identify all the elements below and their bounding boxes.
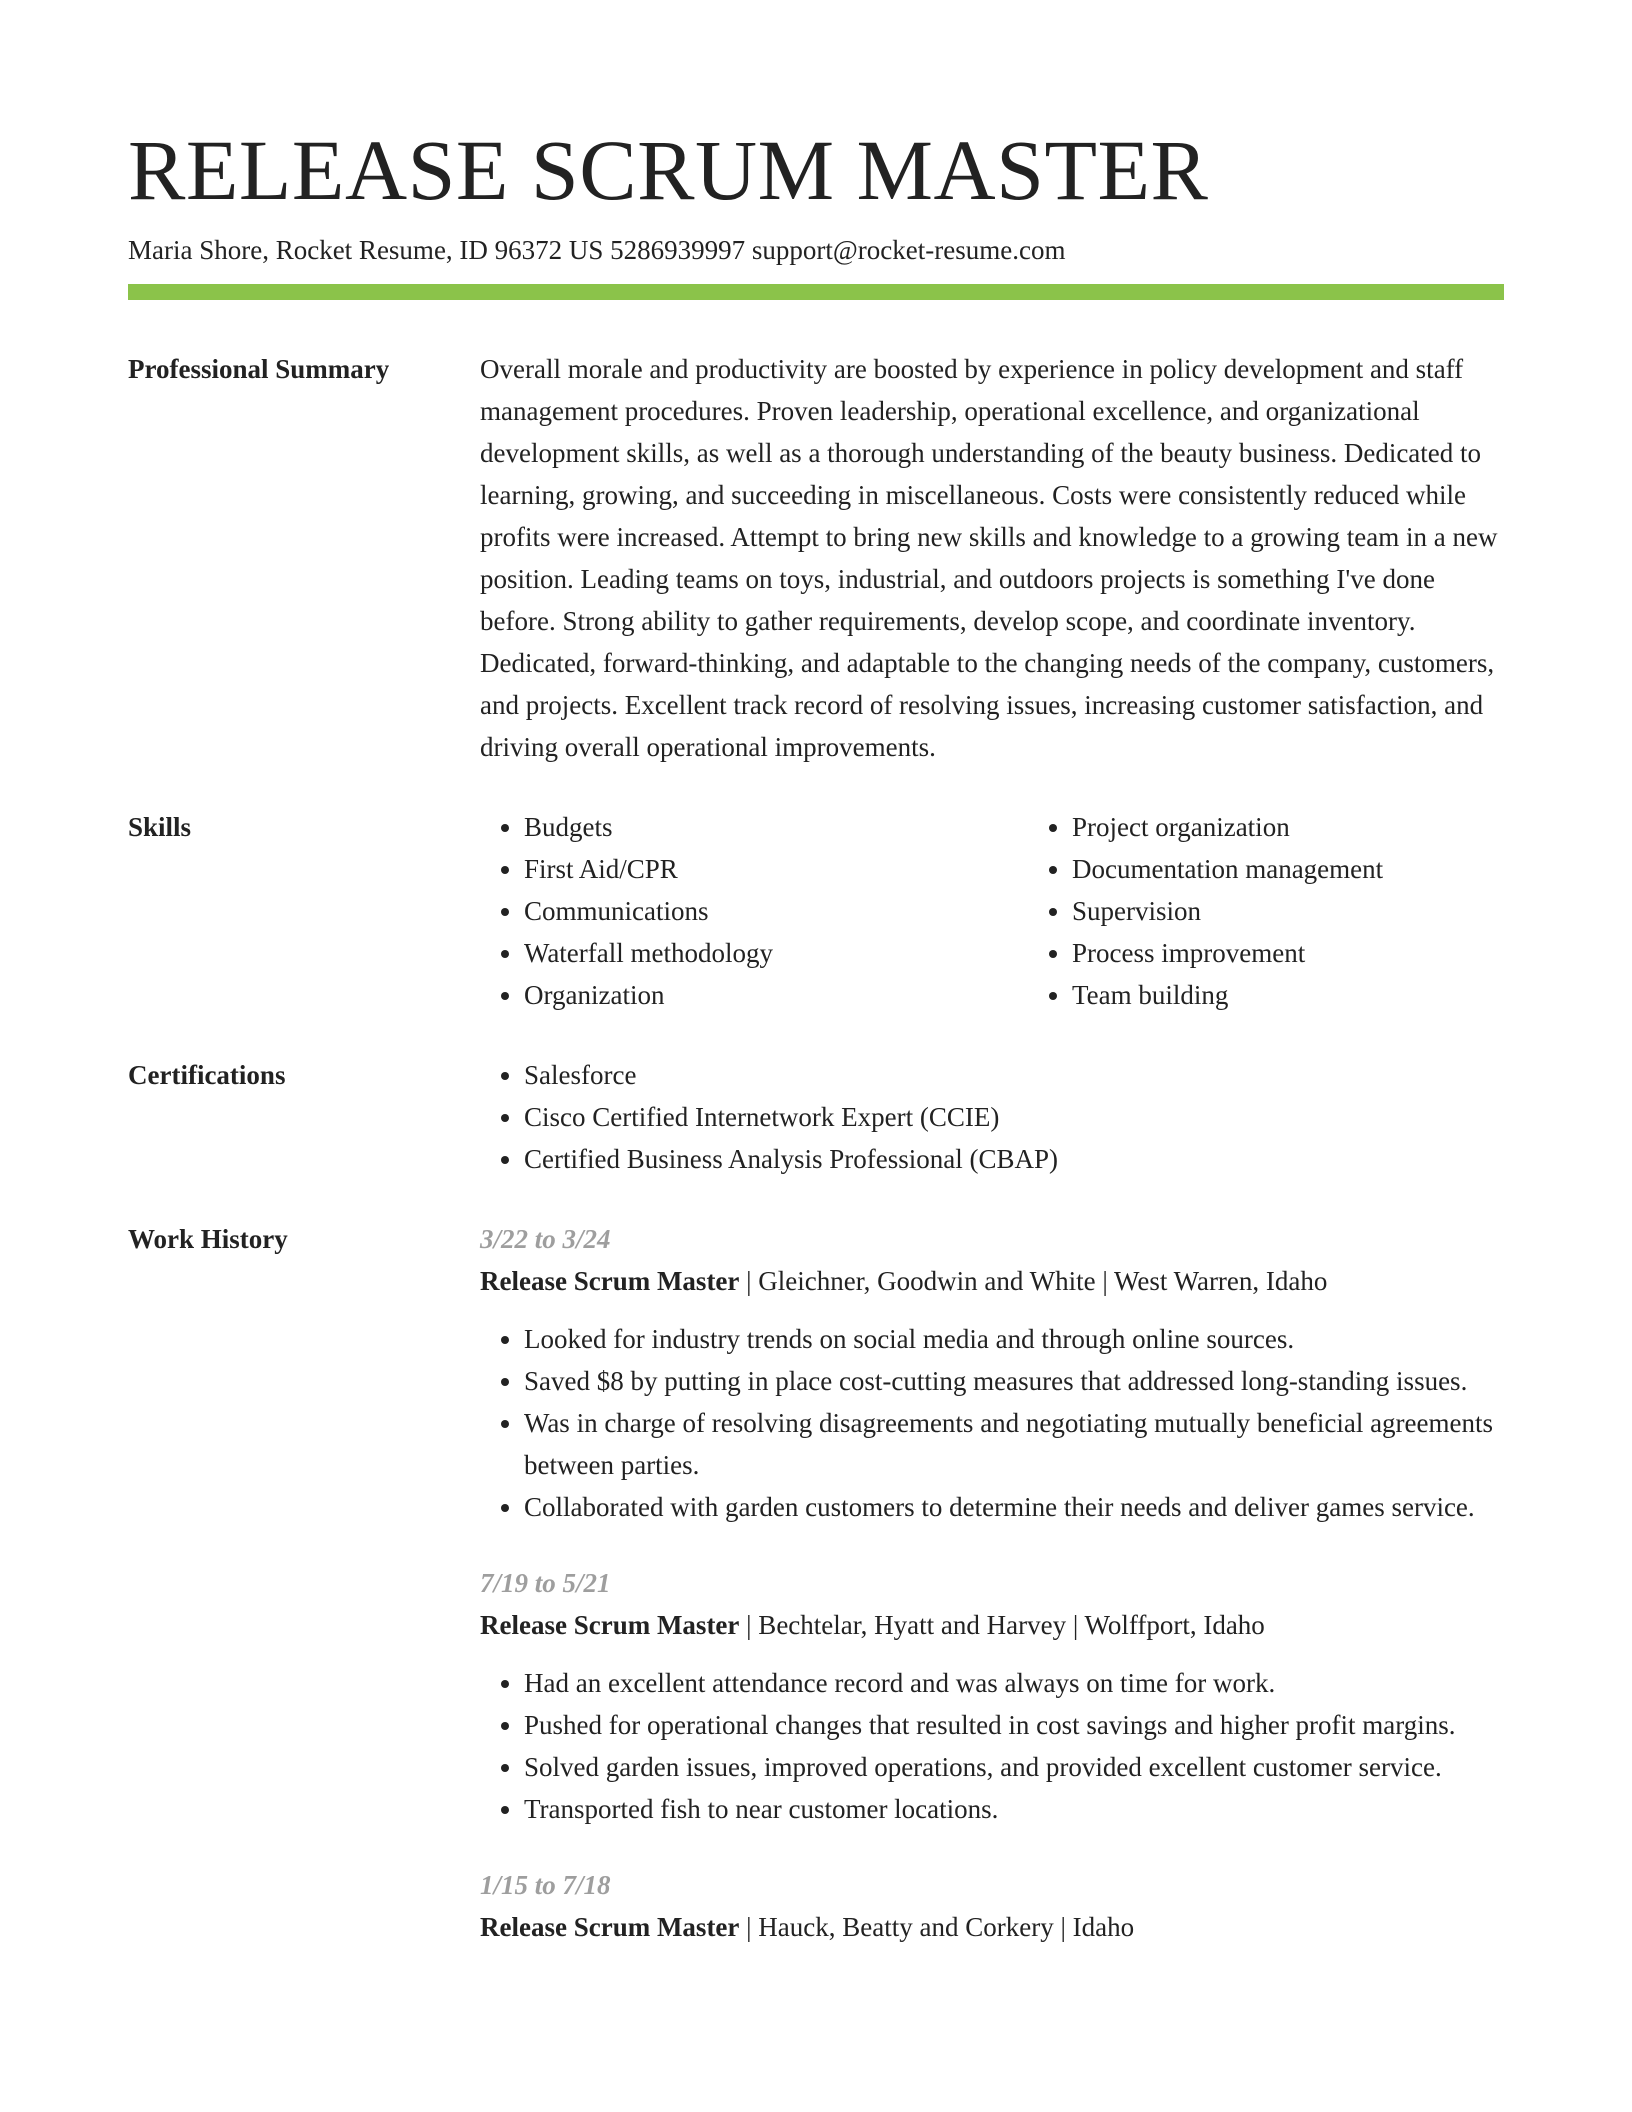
certifications-body — [480, 1054, 1504, 1180]
job-bullets — [480, 1318, 1504, 1528]
skill-item: • Budgets — [524, 806, 1028, 848]
summary-body — [480, 348, 1504, 768]
skills-list-left — [480, 806, 1028, 1016]
contact-line: Maria Shore, Rocket Resume, ID 96372 US 5286939997 support@rocket-resume.com — [128, 235, 1066, 265]
job-title-line — [480, 1906, 1504, 1948]
job-bullet: • Transported fish to near customer locations. — [524, 1788, 1504, 1830]
header-divider — [128, 284, 1504, 300]
job-dates: 1/15 to 7/18 — [480, 1870, 611, 1900]
skills-list-right — [1028, 806, 1576, 1016]
job-bullet: • Saved $8 by putting in place cost-cutting measures that addressed long-standing issues. — [524, 1360, 1504, 1402]
summary-text: Overall morale and productivity are boosted by experience in policy development and staff management procedures. Proven leadership, operational excellence, and organizational development skills, as well as a thorough understanding of the beauty business. Dedicated to learning, growing, and succeeding in miscellaneous. Costs were consistently reduced while profits were increased. Attempt to bring new skills and knowledge to a growing team in a new position. Leading teams on toys, industrial, and outdoors projects is something I've done before. Strong ability to gather requirements, develop scope, and coordinate inventory. Dedicated, forward-thinking, and adaptable to the changing needs of the company, customers, and projects. Excellent track record of resolving issues, increasing customer satisfaction, and driving overall operational improvements. — [480, 354, 1498, 762]
job-title: Release Scrum Master — [480, 1266, 740, 1296]
job-title-line — [480, 1604, 1504, 1646]
job-bullet: • Solved garden issues, improved operations, and provided excellent customer service. — [524, 1746, 1504, 1788]
job-bullet: • Had an excellent attendance record and was always on time for work. — [524, 1662, 1504, 1704]
skills-columns — [480, 806, 1576, 1016]
job-bullet: • Was in charge of resolving disagreements and negotiating mutually beneficial agreements between parties. — [524, 1402, 1504, 1486]
job-bullet: • Looked for industry trends on social media and through online sources. — [524, 1318, 1504, 1360]
certification-item: • Certified Business Analysis Professional (CBAP) — [524, 1138, 1504, 1180]
skill-item: • Organization — [524, 974, 1028, 1016]
certifications-section — [128, 1054, 1504, 1180]
skill-item: • Process improvement — [1072, 932, 1576, 974]
skills-section — [128, 806, 1504, 1016]
work-history-body — [480, 1218, 1504, 1982]
job-entry — [480, 1864, 1504, 1948]
job-bullets — [480, 1662, 1504, 1830]
certifications-list — [480, 1054, 1504, 1180]
job-title: Release Scrum Master — [480, 1610, 740, 1640]
job-details: | Bechtelar, Hyatt and Harvey | Wolffport, Idaho — [739, 1610, 1265, 1640]
job-entry — [480, 1562, 1504, 1830]
skill-item: • Supervision — [1072, 890, 1576, 932]
summary-heading: Professional Summary — [128, 354, 390, 384]
job-details: | Gleichner, Goodwin and White | West Warren, Idaho — [739, 1266, 1328, 1296]
job-entry — [480, 1218, 1504, 1528]
skills-heading: Skills — [128, 812, 192, 842]
resume-page — [128, 120, 1504, 1982]
certification-item: • Cisco Certified Internetwork Expert (CCIE) — [524, 1096, 1504, 1138]
certification-item: • Salesforce — [524, 1054, 1504, 1096]
certifications-heading: Certifications — [128, 1060, 286, 1090]
skill-item: • Documentation management — [1072, 848, 1576, 890]
work-history-heading: Work History — [128, 1224, 288, 1254]
job-title: Release Scrum Master — [480, 1912, 740, 1942]
skill-item: • Waterfall methodology — [524, 932, 1028, 974]
job-dates: 7/19 to 5/21 — [480, 1568, 611, 1598]
skill-item: • Communications — [524, 890, 1028, 932]
skill-item: • First Aid/CPR — [524, 848, 1028, 890]
job-bullet: • Pushed for operational changes that resulted in cost savings and higher profit margins. — [524, 1704, 1504, 1746]
work-history-section — [128, 1218, 1504, 1982]
skill-item: • Project organization — [1072, 806, 1576, 848]
job-bullet: • Collaborated with garden customers to determine their needs and deliver games service. — [524, 1486, 1504, 1528]
job-dates: 3/22 to 3/24 — [480, 1224, 611, 1254]
job-details: | Hauck, Beatty and Corkery | Idaho — [739, 1912, 1135, 1942]
skill-item: • Team building — [1072, 974, 1576, 1016]
resume-name: RELEASE SCRUM MASTER — [128, 122, 1209, 218]
skills-body — [480, 806, 1576, 1016]
summary-section — [128, 348, 1504, 768]
job-title-line — [480, 1260, 1504, 1302]
